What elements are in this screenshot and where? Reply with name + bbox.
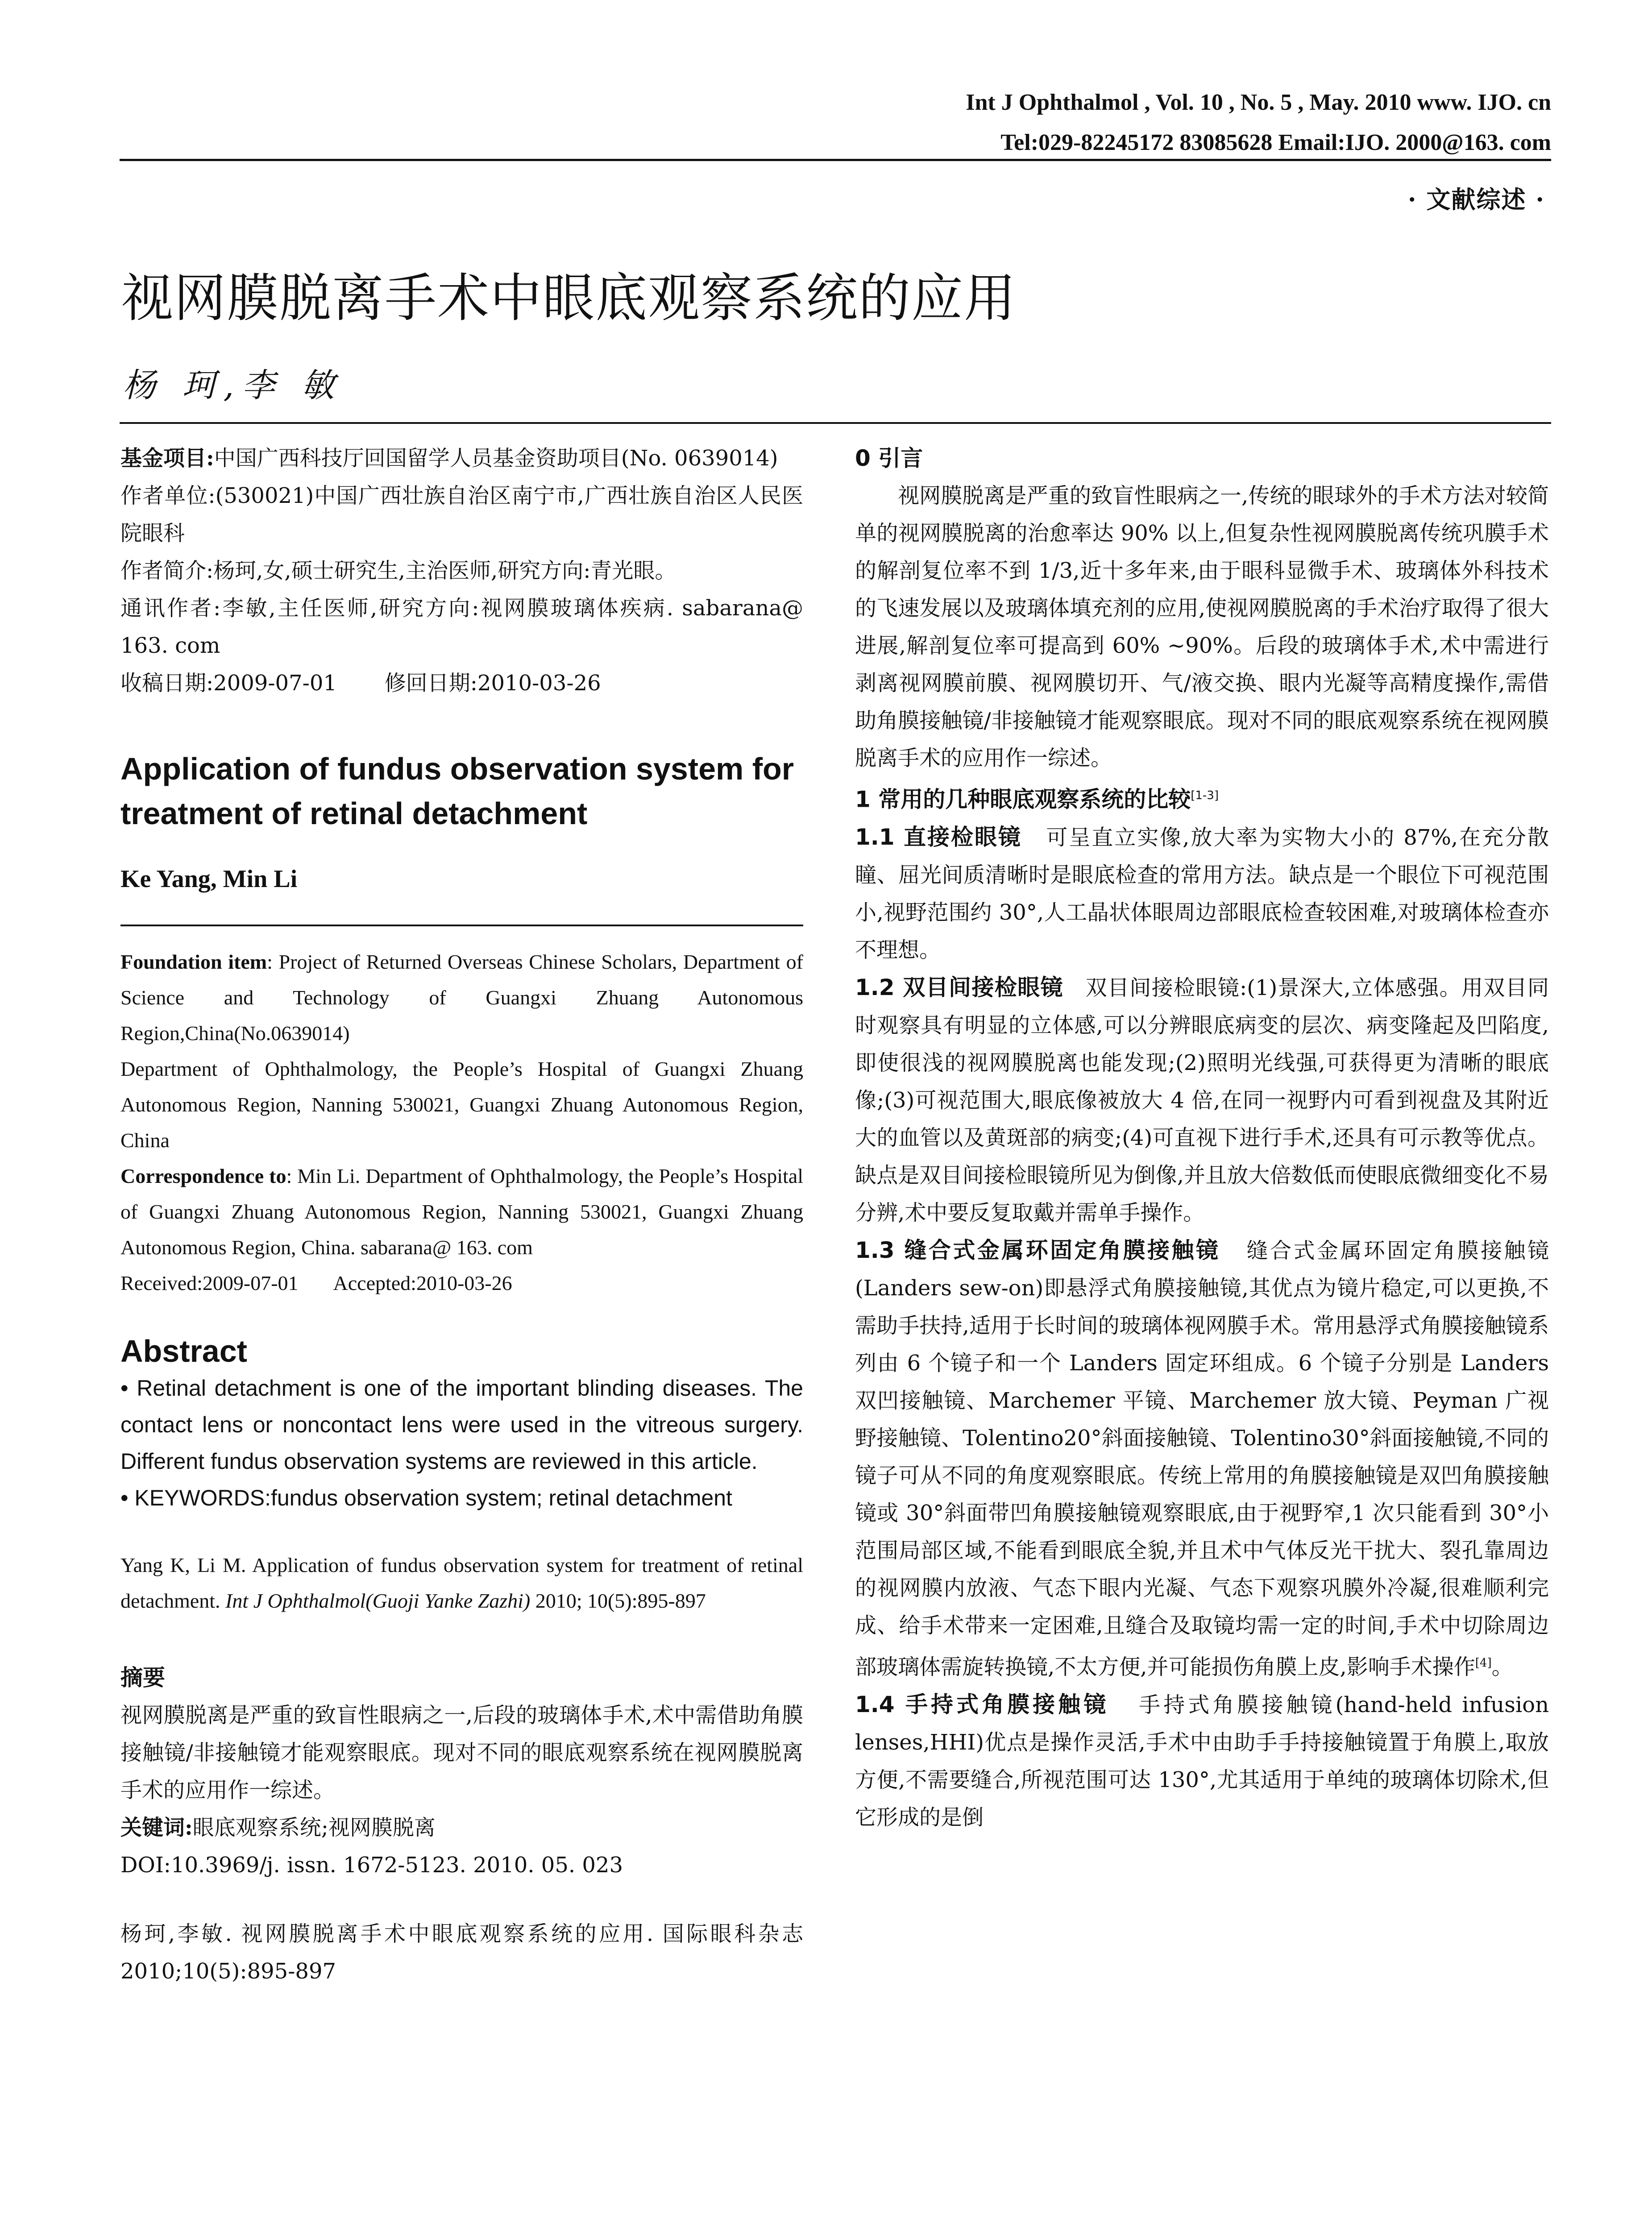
header-rule xyxy=(120,159,1551,161)
cn-foundation: 基金项目:中国广西科技厅回国留学人员基金资助项目(No. 0639014) xyxy=(120,446,778,471)
section-0-text: 视网膜脱离是严重的致盲性眼病之一,传统的眼球外的手术方法对较简单的视网膜脱离的治愈率达 90% 以上,但复杂性视网膜脱离传统巩膜手术的解剖复位率不到 1/3,近十多年来,由于眼科显微手术、玻璃体外科技术的飞速发展以及玻璃体填充剂的应用,使视网膜脱离的手术治疗取得了很大进展,解剖复位率可提高到 60% ~90%。后段的玻璃体手术,术中需进行剥离视网膜前膜、视网膜切开、气/液交换、眼内光凝等高精度操作,需借助角膜接触镜/非接触镜才能观察眼底。现对不同的眼底观察系统在视网膜脱离手术的应用作一综述。 xyxy=(855,483,1549,771)
cn-keywords: 关键词:眼底观察系统;视网膜脱离 xyxy=(120,1815,436,1840)
column-tag: · 文献综述 · xyxy=(1407,185,1545,214)
en-received: Received:2009-07-01 Accepted:2010-03-26 xyxy=(120,1272,512,1294)
section-1-heading: 1 常用的几种眼底观察系统的比较[1-3] xyxy=(855,786,1219,813)
abstract-text: • Retinal detachment is one of the important blinding diseases. The contact lens or noncontact lens were used in the vitreous surgery. Different fundus observation systems are reviewed in this article. xyxy=(120,1376,803,1474)
english-title: Application of fundus observation system for treatment of retinal detachment xyxy=(120,751,794,831)
left-column xyxy=(120,440,803,1990)
en-correspondence: Correspondence to: Min Li. Department of Ophthalmology, the People’s Hospital of Guangxi Zhuang Autonomous Region, Nanning 530021, Guangxi Zhuang Autonomous Region, China. sabarana@ 163. com xyxy=(120,1165,803,1259)
section-1-2: 1.2 双目间接检眼镜 双目间接检眼镜:(1)景深大,立体感强。用双目同时观察具有明显的立体感,可以分辨眼底病变的层次、病变隆起及凹陷度,即使很浅的视网膜脱离也能发现;(2)照明光线强,可获得更为清晰的眼底像;(3)可视范围大,眼底像被放大 4 倍,在同一视野内可看到视盘及其附近大的血管以及黄斑部的病变;(4)可直视下进行手术,还具有可示教等优点。缺点是双目间接检眼镜所见为倒像,并且放大倍数低而使眼底微细变化不易分辨,术中要反复取戴并需单手操作。 xyxy=(855,974,1549,1225)
authors: 杨 珂,李 敏 xyxy=(123,366,343,405)
cn-correspondence: 通讯作者:李敏,主任医师,研究方向:视网膜玻璃体疾病. sabarana@ 163. com xyxy=(120,596,803,658)
en-department: Department of Ophthalmology, the People’s Hospital of Guangxi Zhuang Autonomous Region, Nanning 530021, Guangxi Zhuang Autonomous Region, China xyxy=(120,1057,803,1152)
citation-chinese: 杨珂,李敏. 视网膜脱离手术中眼底观察系统的应用. 国际眼科杂志 2010;10(5):895-897 xyxy=(120,1921,803,1984)
cn-abstract-heading: 摘要 xyxy=(120,1665,165,1691)
doi: DOI:10.3969/j. issn. 1672-5123. 2010. 05. 023 xyxy=(120,1853,623,1878)
cn-bio: 作者简介:杨珂,女,硕士研究生,主治医师,研究方向:青光眼。 xyxy=(120,558,677,583)
cn-abstract-text: 视网膜脱离是严重的致盲性眼病之一,后段的玻璃体手术,术中需借助角膜接触镜/非接触镜才能观察眼底。现对不同的眼底观察系统在视网膜脱离手术的应用作一综述。 xyxy=(120,1703,803,1803)
cn-dates: 收稿日期:2009-07-01 修回日期:2010-03-26 xyxy=(120,671,601,696)
cn-affiliation: 作者单位:(530021)中国广西壮族自治区南宁市,广西壮族自治区人民医院眼科 xyxy=(120,483,803,546)
citation-english: Yang K, Li M. Application of fundus observation system for treatment of retinal detachment. Int J Ophthalmol(Guoji Yanke Zazhi) 2010; 10(5):895-897 xyxy=(120,1554,803,1612)
english-rule xyxy=(120,925,803,926)
journal-header: Int J Ophthalmol , Vol. 10 , No. 5 , May. 2010 www. IJO. cn xyxy=(966,90,1551,115)
section-1-3: 1.3 缝合式金属环固定角膜接触镜 缝合式金属环固定角膜接触镜(Landers sew-on)即悬浮式角膜接触镜,其优点为镜片稳定,可以更换,不需助手扶持,适用于长时间的玻璃体视网膜手术。常用悬浮式角膜接触镜系列由 6 个镜子和一个 Landers 固定环组成。6 个镜子分别是 Landers 双凹接触镜、Marchemer 平镜、Marchemer 放大镜、Peyman 广视野接触镜、Tolentino20°斜面接触镜、Tolentino30°斜面接触镜,不同的镜子可从不同的角度观察眼底。传统上常用的角膜接触镜是双凹角膜接触镜或 30°斜面带凹角膜接触镜观察眼底,由于视野窄,1 次只能看到 30°小范围局部区域,不能看到眼底全貌,并且术中气体反光干扰大、裂孔靠周边的视网膜内放液、气态下眼内光凝、气态下观察巩膜外冷凝,很难顺利完成、给手术带来一定困难,且缝合及取镜均需一定的时间,手术中切除周边部玻璃体需旋转换镜,不太方便,并可能损伤角膜上皮,影响手术操作[4]。 xyxy=(855,1237,1549,1679)
contact-header: Tel:029-82245172 83085628 Email:IJO. 2000@163. com xyxy=(1000,130,1551,155)
section-1-4: 1.4 手持式角膜接触镜 手持式角膜接触镜(hand-held infusion lenses,HHI)优点是操作灵活,手术中由助手手持接触镜置于角膜上,取放方便,不需要缝合,所视范围可达 130°,尤其适用于单纯的玻璃体切除术,但它形成的是倒 xyxy=(855,1691,1549,1830)
section-1-1: 1.1 直接检眼镜 可呈直立实像,放大率为实物大小的 87%,在充分散瞳、屈光间质清晰时是眼底检查的常用方法。缺点是一个眼位下可视范围小,视野范围约 30°,人工晶状体眼周边部眼底检查较困难,对玻璃体检查亦不理想。 xyxy=(855,824,1549,962)
article-title: 视网膜脱离手术中眼底观察系统的应用 xyxy=(121,268,1017,328)
right-column xyxy=(855,440,1549,1836)
english-authors: Ke Yang, Min Li xyxy=(120,865,298,893)
section-0-heading: 0 引言 xyxy=(855,445,923,471)
abstract-heading: Abstract xyxy=(120,1334,247,1368)
abstract-keywords: • KEYWORDS:fundus observation system; retinal detachment xyxy=(120,1485,732,1510)
title-rule xyxy=(120,422,1551,424)
en-foundation: Foundation item: Project of Returned Overseas Chinese Scholars, Department of Science and Technology of Guangxi Zhuang Autonomous Region,China(No.0639014) xyxy=(120,950,803,1045)
